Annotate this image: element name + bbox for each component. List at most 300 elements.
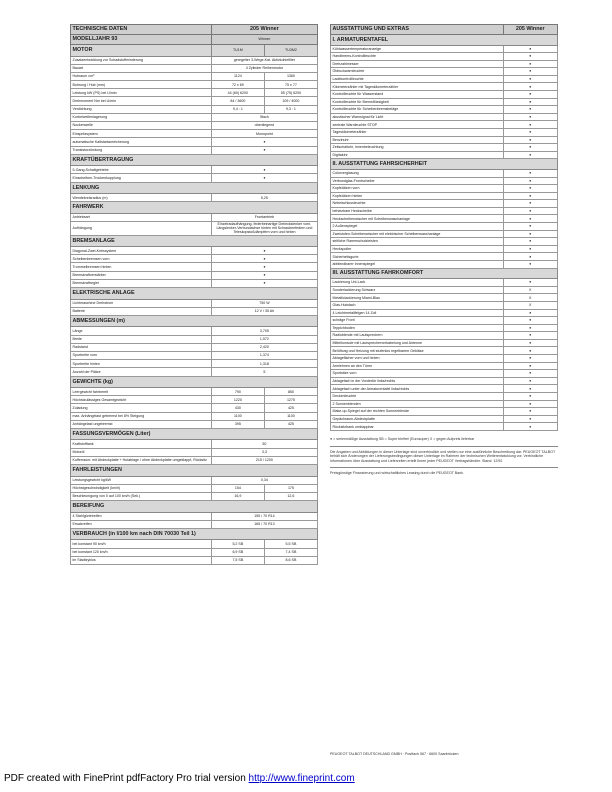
equipment-column	[330, 24, 558, 756]
spec-value: 6,9 SB	[211, 548, 264, 556]
spec-row	[71, 166, 318, 174]
section-title: VERBRAUCH (in l/100 km nach DIN 70030 Teil 1)	[71, 528, 318, 540]
spec-label: max. Anhängelast gebremst bei 8% Steigung	[71, 412, 212, 420]
availability-mark: ●	[503, 377, 557, 385]
section-title: BREMSANLAGE	[71, 235, 318, 247]
equipment-label: Ablagefach unter der Armaturentafel links/rechts	[331, 385, 504, 393]
equipment-row	[331, 91, 558, 99]
availability-mark: ●	[503, 230, 557, 238]
spec-row	[71, 456, 318, 464]
availability-mark: ●	[503, 151, 557, 159]
spec-label: Länge	[71, 327, 212, 335]
spec-label: im Stadtzyklus	[71, 556, 212, 564]
pdf-notice-text: PDF created with FinePrint pdfFactory Pro trial version	[4, 773, 249, 784]
spec-value: 1124	[211, 72, 264, 80]
spec-label: Diagonal-Zwei-Kreissystem	[71, 247, 212, 255]
spec-label: Lichtmaschine Drehstrom	[71, 299, 212, 307]
spec-value: 75 x 77	[264, 81, 317, 89]
availability-mark: ●	[503, 253, 557, 261]
equipment-row	[331, 177, 558, 185]
equipment-row	[331, 415, 558, 423]
equipment-label: Sportsitze vorn	[331, 370, 504, 378]
availability-mark: ●	[503, 60, 557, 68]
availability-mark: ●	[503, 207, 557, 215]
availability-mark: ●	[503, 423, 557, 431]
section-header-row	[71, 182, 318, 194]
spec-value: 5,25	[211, 194, 317, 202]
spec-label: Verdichtung	[71, 105, 212, 113]
spec-label: Drehmoment Nm bei U/min	[71, 97, 212, 105]
spec-value: 109 / 4000	[264, 97, 317, 105]
section-title: FAHRWERK	[71, 202, 318, 214]
spec-value: 165 / 70 R13	[211, 520, 317, 528]
fineprint-link[interactable]: http://www.fineprint.com	[248, 773, 355, 784]
technical-data-table	[70, 24, 318, 565]
spec-value: 215 / 1200	[211, 456, 317, 464]
spec-label: Spurbreite hinten	[71, 360, 212, 368]
section-title: LENKUNG	[71, 182, 318, 194]
spec-value: 1360	[264, 72, 317, 80]
availability-mark: ●	[503, 68, 557, 76]
equipment-row	[331, 83, 558, 91]
spec-label: Anhängelast ungebremst	[71, 420, 212, 428]
spec-row	[71, 448, 318, 456]
spec-value: 1,318	[211, 360, 317, 368]
equipment-label: Heckscheibenwischer mit Scheibenwaschanlage	[331, 215, 504, 223]
tech-header-row	[71, 25, 318, 35]
section-title: II. AUSSTATTUNG FAHRSICHERHEIT	[331, 159, 558, 170]
spec-value: 790	[211, 388, 264, 396]
spec-row	[71, 255, 318, 263]
section-header-row	[71, 235, 318, 247]
equipment-row	[331, 129, 558, 137]
spec-label: Bremskraftverstärker	[71, 271, 212, 279]
availability-mark: ●	[503, 332, 557, 340]
equipment-row	[331, 362, 558, 370]
equipment-label: akustischer Warnsignal für Licht	[331, 113, 504, 121]
spec-label: Bauart	[71, 64, 212, 72]
availability-mark: ●	[503, 261, 557, 269]
spec-value: 1100	[264, 412, 317, 420]
modelljahr-label: MODELLJAHR 93	[71, 35, 212, 45]
equipment-row	[331, 393, 558, 401]
spec-value: 1,374	[211, 351, 317, 359]
spec-row	[71, 89, 318, 97]
availability-mark: ●	[503, 98, 557, 106]
section-header-row	[71, 501, 318, 513]
spec-label: Leistung kW (PS) bei U/min	[71, 89, 212, 97]
equipment-label: Zeitschaltuhr, Innenbeleuchtung	[331, 144, 504, 152]
spec-value: 3,3	[211, 448, 317, 456]
section-header-row	[71, 202, 318, 214]
spec-label: bei konstant 120 km/h	[71, 548, 212, 556]
spec-label: Breite	[71, 335, 212, 343]
spec-value: 154	[211, 484, 264, 492]
equipment-label: Make-up-Spiegel auf der rechten Sonnenblende	[331, 408, 504, 416]
equipment-label: Tageskilometerzähler	[331, 129, 504, 137]
equipment-row	[331, 317, 558, 325]
spec-value: 430	[211, 404, 264, 412]
equipment-row	[331, 169, 558, 177]
availability-mark: ●	[503, 177, 557, 185]
spec-value: 44 (60) 6200	[211, 89, 264, 97]
spec-row	[71, 299, 318, 307]
equipment-row	[331, 68, 558, 76]
availability-mark: ●	[503, 91, 557, 99]
spec-row	[71, 279, 318, 287]
equipment-row	[331, 286, 558, 294]
equipment-label: Kontrollleuchte für Bremsflüssigkeit	[331, 98, 504, 106]
equipment-row	[331, 230, 558, 238]
spec-value: 3,705	[211, 327, 317, 335]
equipment-row	[331, 113, 558, 121]
divider	[330, 467, 558, 468]
equipment-row	[331, 309, 558, 317]
equipment-label: Mittelkonsole mit Lautsprecherverkabelung und Antenne	[331, 339, 504, 347]
equipment-row	[331, 408, 558, 416]
availability-mark: ●	[503, 355, 557, 363]
spec-row	[71, 307, 318, 315]
equipment-label: abblendbarer Innenspiegel	[331, 261, 504, 269]
spec-value: geregelter 3-Wege-Kat. Aktivkohlefilter	[211, 56, 317, 64]
section-title: ABMESSUNGEN (m)	[71, 315, 318, 327]
spec-row	[71, 247, 318, 255]
availability-mark: ●	[503, 121, 557, 129]
spec-row	[71, 271, 318, 279]
modelljahr-value: Winner	[211, 35, 317, 45]
section-header-row	[71, 376, 318, 388]
spec-value: 12,6	[264, 492, 317, 500]
equipment-label: Deckenleuchte	[331, 393, 504, 401]
legend: ● = serienmäßige Ausstattung SB = Super bleifrei (Eurosuper) X = gegen Aufpreis lieferbar	[330, 437, 475, 441]
spec-value: 1220	[211, 396, 264, 404]
spec-label: automatische Kaltstartanreicherung	[71, 138, 212, 146]
section-header-row	[331, 35, 558, 46]
equipment-label: Kopfstützen hinten	[331, 192, 504, 200]
financing-note: Preisgünstige Finanzierung und wirtschaftliches Leasing durch die PEUGEOT Bank.	[330, 471, 464, 475]
spec-row	[71, 484, 318, 492]
equipment-label: beheizbare Heckscheibe	[331, 207, 504, 215]
equipment-row	[331, 60, 558, 68]
availability-mark: ●	[503, 113, 557, 121]
equipment-label: Kühlwassertemperaturanzeige	[331, 45, 504, 53]
equipment-label: seitliche Rammschutzleisten	[331, 238, 504, 246]
equipment-row	[331, 347, 558, 355]
equipment-row	[331, 324, 558, 332]
spec-value: 850	[264, 388, 317, 396]
availability-mark: X	[503, 294, 557, 302]
availability-mark: ●	[503, 279, 557, 287]
spec-value: 750 W	[211, 299, 317, 307]
equipment-label: Kontrollleuchte für Wasserstand	[331, 91, 504, 99]
availability-mark: X	[503, 301, 557, 309]
equipment-row	[331, 185, 558, 193]
spec-value: ●	[211, 279, 317, 287]
spec-value: 1100	[211, 412, 264, 420]
spec-label: Zuladung	[71, 404, 212, 412]
equipment-label: Nebelschlussleuchte	[331, 200, 504, 208]
spec-row	[71, 412, 318, 420]
spec-label: Radstand	[71, 343, 212, 351]
equipment-row	[331, 400, 558, 408]
spec-row	[71, 440, 318, 448]
equipment-row	[331, 370, 558, 378]
equipment-label: 2 Sonnenblenden	[331, 400, 504, 408]
section-title: I. ARMATURENTAFEL	[331, 35, 558, 46]
equipment-label: Öldruckwarnleuchte	[331, 68, 504, 76]
spec-value: 425	[264, 420, 317, 428]
equipment-row	[331, 106, 558, 114]
spec-value: Einzelradaufhängung, federbeinartige Dreieckslenker vorn, Längslenker-Verbundachse hinten mit Schraubenfedern und Teleskopstoßdämpfern vorn und hinten	[211, 222, 317, 236]
equipment-row	[331, 207, 558, 215]
availability-mark: ●	[503, 362, 557, 370]
availability-mark: ●	[503, 192, 557, 200]
spec-label: Trommelbremsen hinten	[71, 263, 212, 271]
spec-row	[71, 64, 318, 72]
spec-row	[71, 146, 318, 154]
section-title: FAHRLEISTUNGEN	[71, 465, 318, 477]
spec-value: ●	[211, 247, 317, 255]
spec-label: Batterie	[71, 307, 212, 315]
spec-row	[71, 97, 318, 105]
equipment-label: Belüftung und Heizung mit stufenlos regelbarem Gebläse	[331, 347, 504, 355]
equipment-row	[331, 238, 558, 246]
availability-mark: ●	[503, 370, 557, 378]
equipment-label: schräge Front	[331, 317, 504, 325]
equipment-label: Handbrems-Kontrollleuchte	[331, 53, 504, 61]
equipment-label: Armlehnen an den Türen	[331, 362, 504, 370]
spec-label: Höchstzulässiges Gesamtgewicht	[71, 396, 212, 404]
spec-row	[71, 420, 318, 428]
engine-variant: TU3M2	[264, 45, 317, 57]
spec-label: Hubraum cm³	[71, 72, 212, 80]
availability-mark: ●	[503, 245, 557, 253]
spec-label: Kurbelwellenlagerung	[71, 113, 212, 121]
spec-row	[71, 404, 318, 412]
spec-value: 55 (75) 6200	[264, 89, 317, 97]
availability-mark: ●	[503, 347, 557, 355]
spec-value: 425	[264, 404, 317, 412]
availability-mark: ●	[503, 45, 557, 53]
equipment-label: Glas-Hubdach	[331, 301, 504, 309]
spec-row	[71, 548, 318, 556]
equipment-row	[331, 192, 558, 200]
equipment-label: Sicherheitsgurte	[331, 253, 504, 261]
spec-sheet	[70, 24, 558, 760]
equipment-label: Lackierung Uni-Lack	[331, 279, 504, 287]
spec-row	[71, 138, 318, 146]
equipment-label: Digitaluhr	[331, 151, 504, 159]
spec-label: Kofferraum: mit Abdeckplatte + Hutablage / ohne Abdeckplatte umgeklappt, Rücksitz	[71, 456, 212, 464]
spec-value: ●	[211, 255, 317, 263]
spec-row	[71, 360, 318, 368]
equipment-row	[331, 121, 558, 129]
equipment-label: zentrale Warnleuchte STOP	[331, 121, 504, 129]
equipment-label: Benzinuhr	[331, 136, 504, 144]
spec-value: 7,5 SB	[211, 556, 264, 564]
equipment-label: 2 Außenspiegel	[331, 223, 504, 231]
spec-row	[71, 105, 318, 113]
equip-model: 205 Winner	[503, 25, 557, 35]
spec-value: 1,572	[211, 335, 317, 343]
equipment-row	[331, 53, 558, 61]
availability-mark: X	[503, 286, 557, 294]
spec-value: 2,420	[211, 343, 317, 351]
spec-label: Motoröl	[71, 448, 212, 456]
spec-row	[71, 122, 318, 130]
modelljahr-row	[71, 35, 318, 45]
equipment-row	[331, 136, 558, 144]
spec-row	[71, 540, 318, 548]
equipment-row	[331, 261, 558, 269]
spec-value: 395	[211, 420, 264, 428]
equipment-label: 4 Leichtmetallfelgen 14 Zoll	[331, 309, 504, 317]
spec-label: 4 Stahlgürtelreifen	[71, 512, 212, 520]
spec-value: ●	[211, 263, 317, 271]
spec-label: Transistorzündung	[71, 146, 212, 154]
spec-row	[71, 492, 318, 500]
section-header-row	[331, 159, 558, 170]
section-title: BEREIFUNG	[71, 501, 318, 513]
section-title: MOTOR	[71, 45, 212, 57]
equipment-row	[331, 98, 558, 106]
equipment-label: Rücksitzbank umklappbar	[331, 423, 504, 431]
spec-label: Anzahl der Plätze	[71, 368, 212, 376]
availability-mark: ●	[503, 215, 557, 223]
spec-row	[71, 222, 318, 236]
spec-row	[71, 396, 318, 404]
equipment-row	[331, 279, 558, 287]
section-header-row	[71, 428, 318, 440]
spec-value: 16,9	[211, 492, 264, 500]
availability-mark: ●	[503, 385, 557, 393]
disclaimer-text: Die Angaben und Abbildungen in dieser Unterlage sind unverbindlich und stellen nur eine ausführliche Beschreibung dar. PEUGEOT TALBOT behält sich Änderungen der Lieferungsbedingungen dieser Unterlage im Rahmen der technischen Weiterentwicklung vor. Verbindliche Informationen über Ausstattung und Lieferzeiten erteilt Ihnen jeder PEUGEOT Vertragshändler. Stand: 12/92	[330, 450, 556, 463]
equipment-row	[331, 200, 558, 208]
equipment-row	[331, 245, 558, 253]
availability-mark: ●	[503, 415, 557, 423]
spec-value: ●	[211, 271, 317, 279]
section-header-row	[71, 154, 318, 166]
availability-mark: ●	[503, 200, 557, 208]
equipment-label: Sonderlackierung Schwarz	[331, 286, 504, 294]
spec-value: 5fach	[211, 113, 317, 121]
spec-value: 5	[211, 368, 317, 376]
equipment-label: Heckspoiler	[331, 245, 504, 253]
section-header-row	[71, 315, 318, 327]
availability-mark: ●	[503, 339, 557, 347]
equipment-label: Kontrollleuchte für Scheibenbremsbeläge	[331, 106, 504, 114]
spec-value: Frontantrieb	[211, 213, 317, 221]
spec-value: 7,4 SB	[264, 548, 317, 556]
equipment-label: Radioblende mit Lautsprechern	[331, 332, 504, 340]
spec-value: ●	[211, 138, 317, 146]
spec-value: 50	[211, 440, 317, 448]
spec-label: Leergewicht fahrbereit	[71, 388, 212, 396]
equipment-row	[331, 355, 558, 363]
availability-mark: ●	[503, 75, 557, 83]
publisher-footer: PEUGEOT TALBOT DEUTSCHLAND GMBH · Postfach 567 · 6600 Saarbrücken	[330, 752, 459, 756]
section-header-row	[71, 288, 318, 300]
availability-mark: ●	[503, 393, 557, 401]
equipment-row	[331, 294, 558, 302]
spec-row	[71, 81, 318, 89]
spec-value: 8,6 SB	[264, 556, 317, 564]
availability-mark: ●	[503, 185, 557, 193]
spec-label: Antriebsart	[71, 213, 212, 221]
spec-label: Leistungsgewicht kg/kW	[71, 476, 212, 484]
pdf-creator-notice	[4, 773, 355, 784]
spec-label: bei konstant 90 km/h	[71, 540, 212, 548]
equipment-label: Kopfstützen vorn	[331, 185, 504, 193]
spec-value: Monopoint	[211, 130, 317, 138]
equip-title: AUSSTATTUNG UND EXTRAS	[331, 25, 504, 35]
equipment-row	[331, 151, 558, 159]
equipment-label: Drehzahlmesser	[331, 60, 504, 68]
section-title: ELEKTRISCHE ANLAGE	[71, 288, 318, 300]
spec-value: 4 Zylinder Reihenmotor	[211, 64, 317, 72]
spec-label: Einspritzsystem	[71, 130, 212, 138]
spec-row	[71, 113, 318, 121]
spec-row	[71, 512, 318, 520]
availability-mark: ●	[503, 317, 557, 325]
equipment-row	[331, 423, 558, 431]
availability-mark: ●	[503, 106, 557, 114]
availability-mark: ●	[503, 238, 557, 246]
spec-label: Kraftstofftank	[71, 440, 212, 448]
spec-value: 84 / 3600	[211, 97, 264, 105]
availability-mark: ●	[503, 324, 557, 332]
equipment-label: Colorverglasung	[331, 169, 504, 177]
spec-value: 5,2 SB	[211, 540, 264, 548]
spec-label: Höchstgeschwindigkeit (km/h)	[71, 484, 212, 492]
equipment-row	[331, 301, 558, 309]
availability-mark: ●	[503, 309, 557, 317]
spec-row	[71, 556, 318, 564]
equipment-label: Zweistufen-Scheibenwischer mit elektrischer Scheibenwaschanlage	[331, 230, 504, 238]
equipment-label: Ablagefächer vorn und hinten	[331, 355, 504, 363]
spec-label: Wendekreisradius (m)	[71, 194, 212, 202]
equipment-label: Kilometerzähler mit Tageskilometerzähler	[331, 83, 504, 91]
spec-row	[71, 335, 318, 343]
section-title: III. AUSSTATTUNG FAHRKOMFORT	[331, 268, 558, 279]
equipment-row	[331, 339, 558, 347]
spec-label: Einscheiben-Trockenkupplung	[71, 174, 212, 182]
spec-row	[71, 520, 318, 528]
equipment-row	[331, 215, 558, 223]
spec-value: 0,34	[211, 476, 317, 484]
equipment-label: Teppichboden	[331, 324, 504, 332]
equipment-row	[331, 332, 558, 340]
spec-value: 1275	[264, 396, 317, 404]
section-header-row	[71, 528, 318, 540]
spec-label: Ersatzreifen	[71, 520, 212, 528]
section-title: KRAFTÜBERTRAGUNG	[71, 154, 318, 166]
spec-value: 9,4 : 1	[211, 105, 264, 113]
spec-row	[71, 213, 318, 221]
spec-value: ●	[211, 146, 317, 154]
spec-row	[71, 368, 318, 376]
spec-row	[71, 351, 318, 359]
section-header-row	[331, 268, 558, 279]
availability-mark: ●	[503, 136, 557, 144]
spec-value: 155 / 70 R14	[211, 512, 317, 520]
availability-mark: ●	[503, 83, 557, 91]
equipment-row	[331, 223, 558, 231]
spec-row	[71, 194, 318, 202]
availability-mark: ●	[503, 53, 557, 61]
equipment-table	[330, 24, 558, 431]
technical-data-column	[70, 24, 318, 565]
